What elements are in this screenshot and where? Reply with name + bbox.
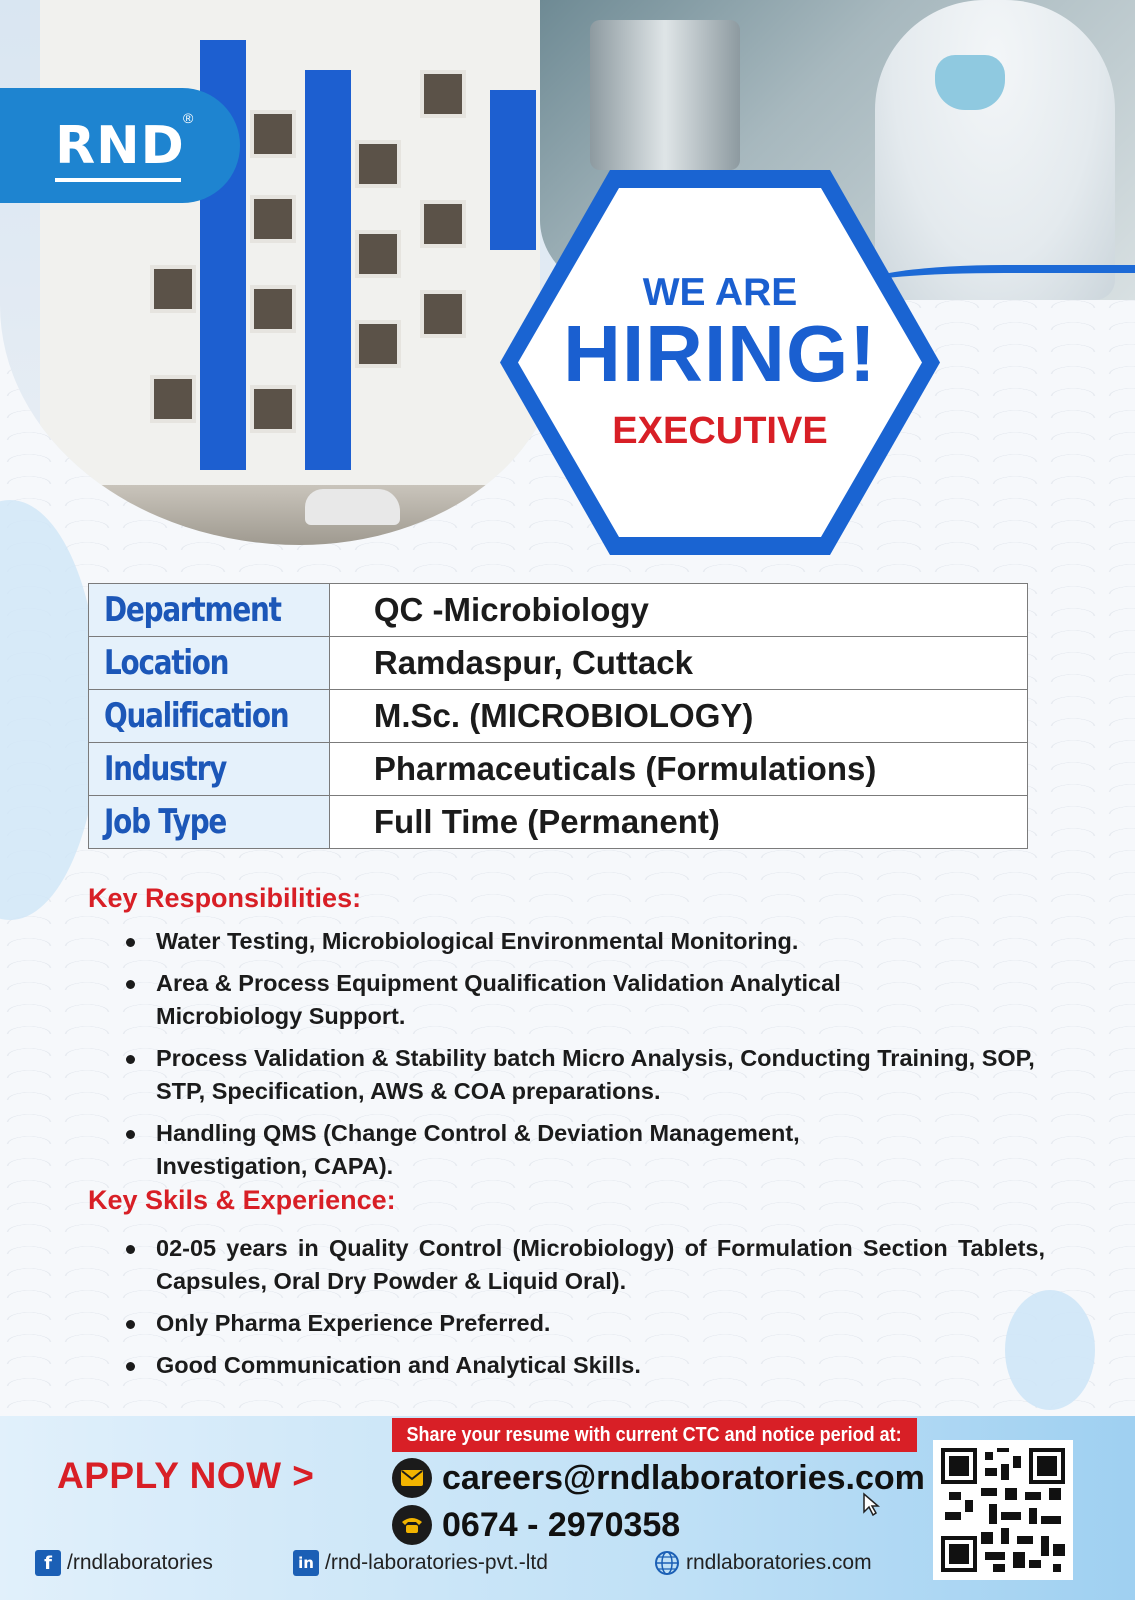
globe-icon xyxy=(654,1550,680,1576)
list-item: Only Pharma Experience Preferred. xyxy=(120,1307,1045,1340)
headline-we-are: WE ARE xyxy=(642,270,798,314)
list-item: Area & Process Equipment Qualification Validation Analytical Microbiology Support. xyxy=(120,967,1040,1033)
linkedin-link[interactable] xyxy=(293,1550,548,1576)
logo-text: RND xyxy=(55,115,185,176)
table-row xyxy=(89,796,1028,849)
table-row xyxy=(89,584,1028,637)
detail-value: Full Time (Permanent) xyxy=(329,796,1027,849)
cursor-icon xyxy=(862,1492,880,1516)
website-url[interactable]: rndlaboratories.com xyxy=(686,1551,872,1574)
list-item: 02-05 years in Quality Control (Microbiology) of Formulation Section Tablets, Capsules, Oral Dry Powder & Liquid Oral). xyxy=(120,1232,1045,1298)
facebook-icon: f xyxy=(35,1550,61,1576)
list-item: Process Validation & Stability batch Micro Analysis, Conducting Training, SOP, STP, Specification, AWS & COA preparations. xyxy=(120,1042,1040,1108)
qr-code-icon[interactable] xyxy=(933,1440,1073,1580)
share-resume-banner: Share your resume with current CTC and notice period at: xyxy=(392,1418,917,1452)
website-link[interactable] xyxy=(654,1550,872,1576)
skills-title: Key Skils & Experience: xyxy=(88,1185,396,1215)
hiring-headline xyxy=(518,188,922,537)
job-details-table xyxy=(88,583,1028,849)
list-item: Good Communication and Analytical Skills. xyxy=(120,1349,1045,1382)
facebook-handle[interactable]: /rndlaboratories xyxy=(67,1551,213,1574)
email-icon xyxy=(392,1458,432,1498)
detail-label: Job Type xyxy=(89,796,330,849)
list-item: Water Testing, Microbiological Environmental Monitoring. xyxy=(120,925,1040,958)
apply-now-button[interactable]: APPLY NOW > xyxy=(57,1455,315,1496)
detail-label: Qualification xyxy=(89,690,330,743)
table-row xyxy=(89,637,1028,690)
company-logo xyxy=(0,88,240,203)
email-address[interactable]: careers@rndlaboratories.com xyxy=(442,1458,925,1497)
phone-number[interactable]: 0674 - 2970358 xyxy=(442,1505,681,1544)
registered-mark: ® xyxy=(183,110,194,126)
phone-icon xyxy=(392,1505,432,1545)
building-photo xyxy=(0,0,560,545)
responsibilities-title: Key Responsibilities: xyxy=(88,883,362,913)
detail-label: Industry xyxy=(89,743,330,796)
detail-label: Department xyxy=(89,584,330,637)
detail-value: Pharmaceuticals (Formulations) xyxy=(329,743,1027,796)
linkedin-handle[interactable]: /rnd-laboratories-pvt.-ltd xyxy=(325,1551,548,1574)
phone-contact[interactable] xyxy=(392,1505,680,1545)
headline-hiring: HIRING! xyxy=(563,308,877,398)
skills-list xyxy=(120,1232,1045,1391)
table-row xyxy=(89,743,1028,796)
job-position: EXECUTIVE xyxy=(612,409,828,452)
detail-value: M.Sc. (MICROBIOLOGY) xyxy=(329,690,1027,743)
table-row xyxy=(89,690,1028,743)
list-item: Handling QMS (Change Control & Deviation Management, Investigation, CAPA). xyxy=(120,1117,1040,1183)
linkedin-icon: in xyxy=(293,1550,319,1576)
email-contact[interactable] xyxy=(392,1458,925,1498)
detail-label: Location xyxy=(89,637,330,690)
responsibilities-list xyxy=(120,925,1040,1192)
detail-value: Ramdaspur, Cuttack xyxy=(329,637,1027,690)
detail-value: QC -Microbiology xyxy=(329,584,1027,637)
facebook-link[interactable] xyxy=(35,1550,213,1576)
